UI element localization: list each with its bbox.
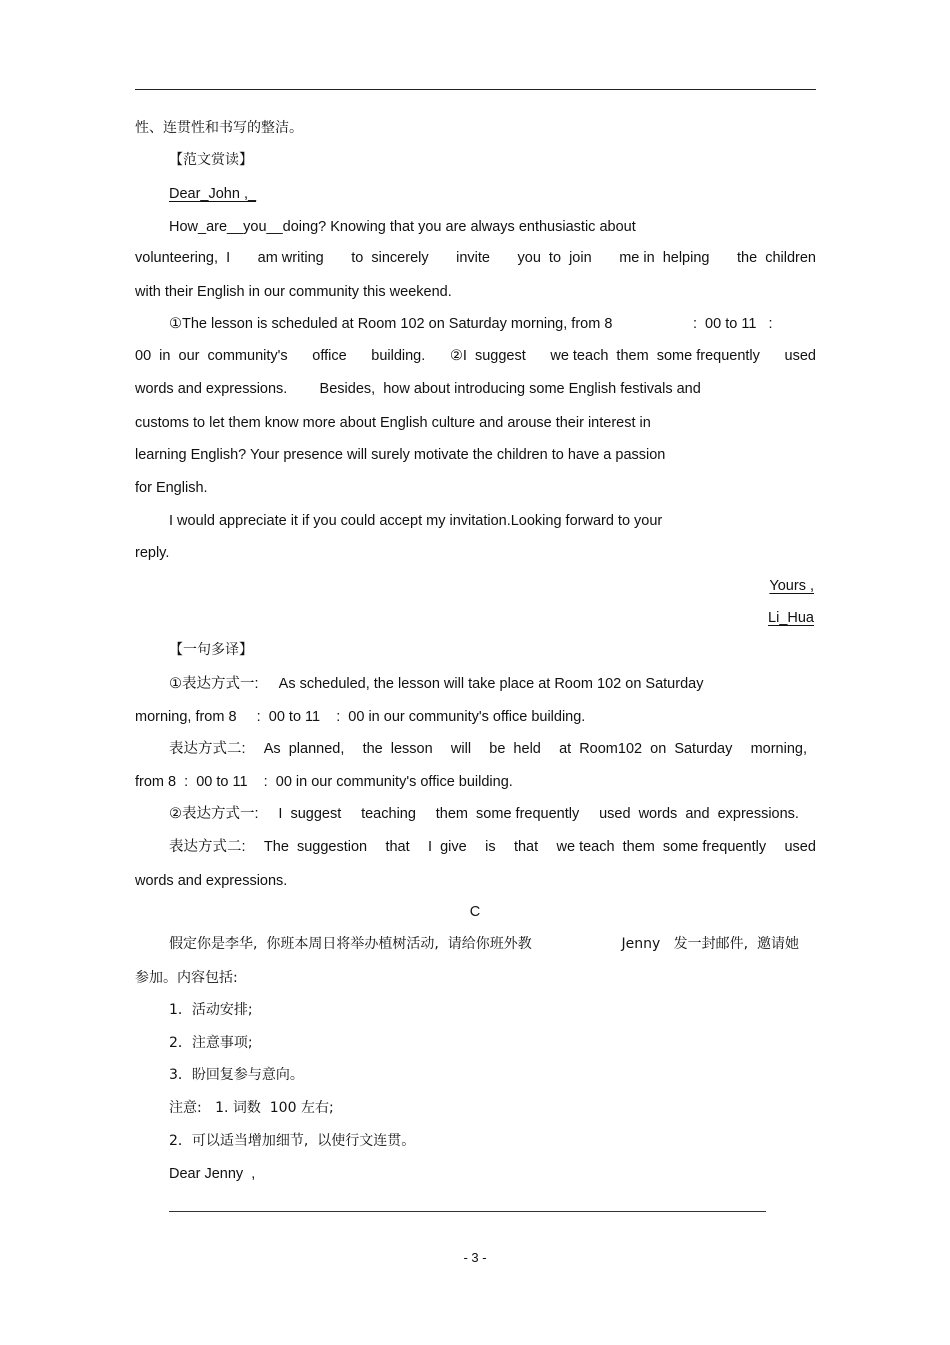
- word: we teach them some frequently: [556, 839, 767, 855]
- prompt-part: Jenny 发一封邮件, 邀请她: [621, 936, 799, 952]
- word: building.: [371, 348, 426, 364]
- text-line-justified: [135, 248, 816, 268]
- answer-line: [169, 1211, 766, 1212]
- word: teaching: [361, 806, 416, 822]
- text-line: reply.: [135, 545, 170, 561]
- text-line: 参加。内容包括:: [135, 970, 238, 986]
- text-line: I would appreciate it if you could accept my invitation.Looking forward to your: [169, 513, 663, 529]
- word: office: [312, 348, 347, 364]
- text-line: for English.: [135, 480, 208, 496]
- word: the children: [736, 250, 816, 266]
- word: The suggestion: [263, 839, 368, 855]
- section-letter: C: [469, 904, 481, 920]
- word: I suggest: [278, 806, 342, 822]
- letter-salutation: Dear Jenny ,: [169, 1166, 256, 1182]
- word: you to join: [517, 250, 592, 266]
- text-line: ①The lesson is scheduled at Room 102 on Saturday morning, from 8 : 00 to 11 :: [169, 316, 773, 332]
- word: we teach them some frequently: [550, 348, 760, 364]
- word: volunteering, I: [135, 250, 231, 266]
- word: that: [385, 839, 410, 855]
- word: 表达方式二:: [169, 839, 246, 855]
- word: As planned,: [263, 741, 345, 757]
- note-line: 注意: 1. 词数 100 左右;: [169, 1100, 334, 1116]
- word: ②表达方式一:: [169, 806, 259, 822]
- word: them some frequently: [435, 806, 580, 822]
- list-item: 3．盼回复参与意向。: [169, 1067, 304, 1083]
- word: the lesson: [362, 741, 433, 757]
- text-line: from 8 : 00 to 11 : 00 in our community's office building.: [135, 774, 513, 790]
- word: ②I suggest: [449, 348, 526, 364]
- word: at Room102 on Saturday: [559, 741, 733, 757]
- text-line: morning, from 8 : 00 to 11 : 00 in our community's office building.: [135, 709, 586, 725]
- text-line: 性、连贯性和书写的整洁。: [135, 120, 303, 136]
- text-line: learning English? Your presence will surely motivate the children to have a passion: [135, 447, 666, 463]
- text-line: words and expressions. Besides, how about introducing some English festivals and: [135, 381, 701, 397]
- text-line-justified: [169, 804, 799, 824]
- word: be held: [489, 741, 541, 757]
- word: used: [784, 348, 816, 364]
- text-line-justified: [169, 837, 816, 857]
- text-line: customs to let them know more about English culture and arouse their interest in: [135, 415, 651, 431]
- letter-closing: Yours ,: [769, 578, 814, 594]
- word: that: [513, 839, 539, 855]
- section-heading: 【一句多译】: [169, 642, 253, 658]
- word: I give: [428, 839, 467, 855]
- word: 00 in our community's: [135, 348, 288, 364]
- text-line-justified: [169, 739, 807, 759]
- word: am writing: [257, 250, 324, 266]
- text-line: words and expressions.: [135, 873, 288, 889]
- word: morning,: [750, 741, 807, 757]
- text-line-justified: [135, 346, 816, 366]
- word: will: [450, 741, 472, 757]
- section-heading: 【范文赏读】: [169, 152, 253, 168]
- text-line: ①表达方式一: As scheduled, the lesson will take place at Room 102 on Saturday: [169, 676, 704, 692]
- word: used: [784, 839, 816, 855]
- word: used words and expressions.: [599, 806, 799, 822]
- word: is: [485, 839, 496, 855]
- text-line: How_are__you__doing? Knowing that you are always enthusiastic about: [169, 219, 636, 235]
- word: me in helping: [619, 250, 710, 266]
- letter-signature: Li_Hua: [768, 610, 814, 626]
- letter-salutation: Dear_John ,_: [169, 186, 257, 202]
- word: invite: [456, 250, 490, 266]
- list-item: 2．注意事项;: [169, 1035, 253, 1051]
- text-line: with their English in our community this weekend.: [135, 284, 452, 300]
- word: to sincerely: [351, 250, 429, 266]
- header-rule: [135, 89, 816, 90]
- page-number: - 3 -: [463, 1250, 487, 1265]
- word: 表达方式二:: [169, 741, 246, 757]
- list-item: 1．活动安排;: [169, 1002, 253, 1018]
- prompt-part: 假定你是李华, 你班本周日将举办植树活动, 请给你班外教: [169, 936, 532, 952]
- note-line: 2．可以适当增加细节, 以使行文连贯。: [169, 1133, 416, 1149]
- task-prompt-line: [169, 934, 799, 954]
